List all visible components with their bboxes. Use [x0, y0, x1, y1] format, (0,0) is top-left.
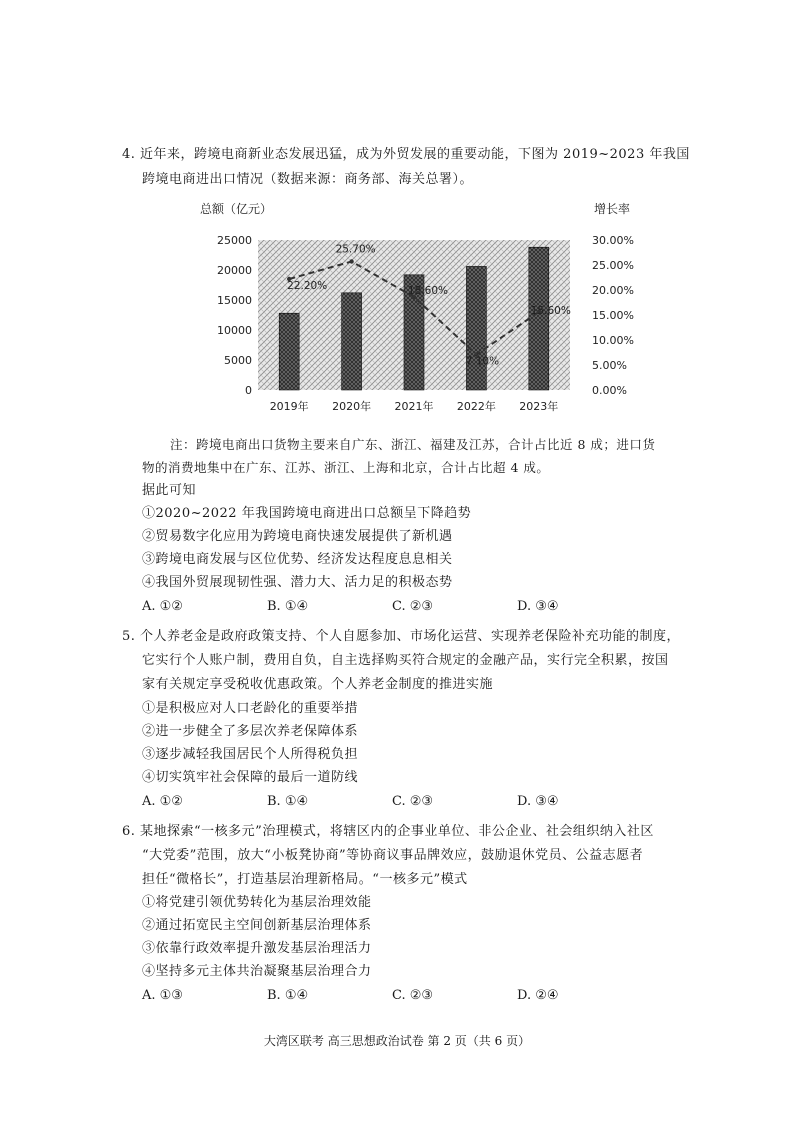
q5-option-d[interactable]: D. ③④: [517, 794, 559, 809]
q4-options: [142, 597, 622, 617]
q5-options: [142, 792, 622, 812]
y2-tick-label: 5.00%: [592, 359, 627, 372]
y-tick-label: 25000: [217, 234, 252, 247]
q5-stem-line-1: 5. 个人养老金是政府政策支持、个人自愿参加、市场化运营、实现养老保险补充功能的制度，: [122, 629, 681, 644]
y2-axis-title: 增长率: [594, 202, 631, 216]
q5-item-4: ④切实筑牢社会保障的最后一道防线: [142, 770, 359, 785]
q5-item-1: ①是积极应对人口老龄化的重要举措: [142, 701, 359, 716]
y2-tick-label: 10.00%: [592, 334, 634, 347]
bar-2020年: [342, 293, 362, 390]
q5-stem-line-2: 它实行个人账户制，费用自负，自主选择购买符合规定的金融产品，实行完全积累，按国: [142, 653, 669, 668]
cross-border-ecommerce-chart: [198, 198, 638, 423]
q6-item-1: ①将党建引领优势转化为基层治理效能: [142, 895, 372, 910]
q5-item-2: ②进一步健全了多层次养老保障体系: [142, 724, 359, 739]
q5-option-a[interactable]: A. ①②: [142, 794, 183, 809]
x-tick-label: 2023年: [519, 400, 559, 413]
q6-item-3: ③依靠行政效率提升激发基层治理活力: [142, 941, 372, 956]
growth-label: 25.70%: [335, 243, 376, 256]
y-tick-label: 20000: [217, 264, 252, 277]
y2-tick-label: 30.00%: [592, 234, 634, 247]
y-tick-label: 15000: [217, 294, 252, 307]
y-tick-label: 0: [245, 384, 252, 397]
growth-label: 18.60%: [407, 285, 449, 297]
bar-2022年: [466, 266, 486, 390]
y2-tick-label: 0.00%: [592, 384, 627, 397]
q4-stem-line-2: 跨境电商进出口情况（数据来源：商务部、海关总署）。: [142, 172, 474, 187]
q4-note-line-1: 注：跨境电商出口货物主要来自广东、浙江、福建及江苏，合计占比近 8 成；进口货: [170, 437, 656, 452]
q6-option-a[interactable]: A. ①③: [142, 988, 183, 1003]
q5-stem-line-3: 家有关规定享受税收优惠政策。个人养老金制度的推进实施: [142, 677, 494, 692]
growth-point: [349, 259, 353, 263]
q4-item-1: ①2020~2022 年我国跨境电商进出口总额呈下降趋势: [142, 506, 472, 521]
bar-2023年: [529, 247, 549, 390]
q4-note-line-2: 物的消费地集中在广东、江苏、浙江、上海和北京，合计占比超 4 成。: [142, 460, 550, 475]
q4-item-2: ②贸易数字化应用为跨境电商快速发展提供了新机遇: [142, 529, 453, 544]
q6-option-d[interactable]: D. ②④: [517, 988, 559, 1003]
q6-item-2: ②通过拓宽民主空间创新基层治理体系: [142, 918, 372, 933]
q4-lead: 据此可知: [142, 483, 197, 498]
y2-tick-label: 25.00%: [592, 259, 634, 272]
page-footer: 大湾区联考 高三思想政治试卷 第 2 页（共 6 页）: [263, 1034, 531, 1048]
y-tick-label: 5000: [224, 354, 252, 367]
y2-tick-label: 15.00%: [592, 309, 634, 322]
y-axis-title: 总额（亿元）: [200, 202, 273, 216]
q4-option-d[interactable]: D. ③④: [517, 599, 559, 614]
y2-tick-label: 20.00%: [592, 284, 634, 297]
x-tick-label: 2022年: [456, 400, 496, 413]
x-tick-label: 2019年: [269, 400, 309, 413]
y-tick-label: 10000: [217, 324, 252, 337]
q6-options: [142, 986, 622, 1006]
q4-stem-line-1: 4. 近年来，跨境电商新业态发展迅猛，成为外贸发展的重要动能，下图为 2019~2023 年我国: [122, 147, 690, 162]
q5-option-b[interactable]: B. ①④: [267, 794, 309, 809]
q6-stem-line-1: 6. 某地探索“一核多元”治理模式，将辖区内的企事业单位、非公企业、社会组织纳入社区: [122, 824, 654, 839]
q4-item-3: ③跨境电商发展与区位优势、经济发达程度息息相关: [142, 552, 453, 567]
x-tick-label: 2020年: [332, 400, 372, 413]
q6-option-c[interactable]: C. ②③: [392, 988, 434, 1003]
q4-option-b[interactable]: B. ①④: [267, 599, 309, 614]
q4-option-a[interactable]: A. ①②: [142, 599, 183, 614]
q5-option-c[interactable]: C. ②③: [392, 794, 434, 809]
growth-label: 22.20%: [287, 280, 328, 292]
q6-stem-line-3: 担任“微格长”，打造基层治理新格局。“一核多元”模式: [142, 872, 468, 887]
q6-item-4: ④坚持多元主体共治凝聚基层治理合力: [142, 964, 372, 979]
q5-item-3: ③逐步减轻我国居民个人所得税负担: [142, 747, 359, 762]
q4-option-c[interactable]: C. ②③: [392, 599, 434, 614]
q6-option-b[interactable]: B. ①④: [267, 988, 309, 1003]
q4-item-4: ④我国外贸展现韧性强、潜力大、活力足的积极态势: [142, 575, 453, 590]
x-tick-label: 2021年: [394, 400, 434, 413]
q6-stem-line-2: “大党委”范围，放大“小板凳协商”等协商议事品牌效应，鼓励退休党员、公益志愿者: [142, 848, 644, 863]
bar-2019年: [279, 313, 299, 390]
growth-label: 15.60%: [530, 305, 571, 317]
growth-label: 7.10%: [465, 355, 500, 368]
